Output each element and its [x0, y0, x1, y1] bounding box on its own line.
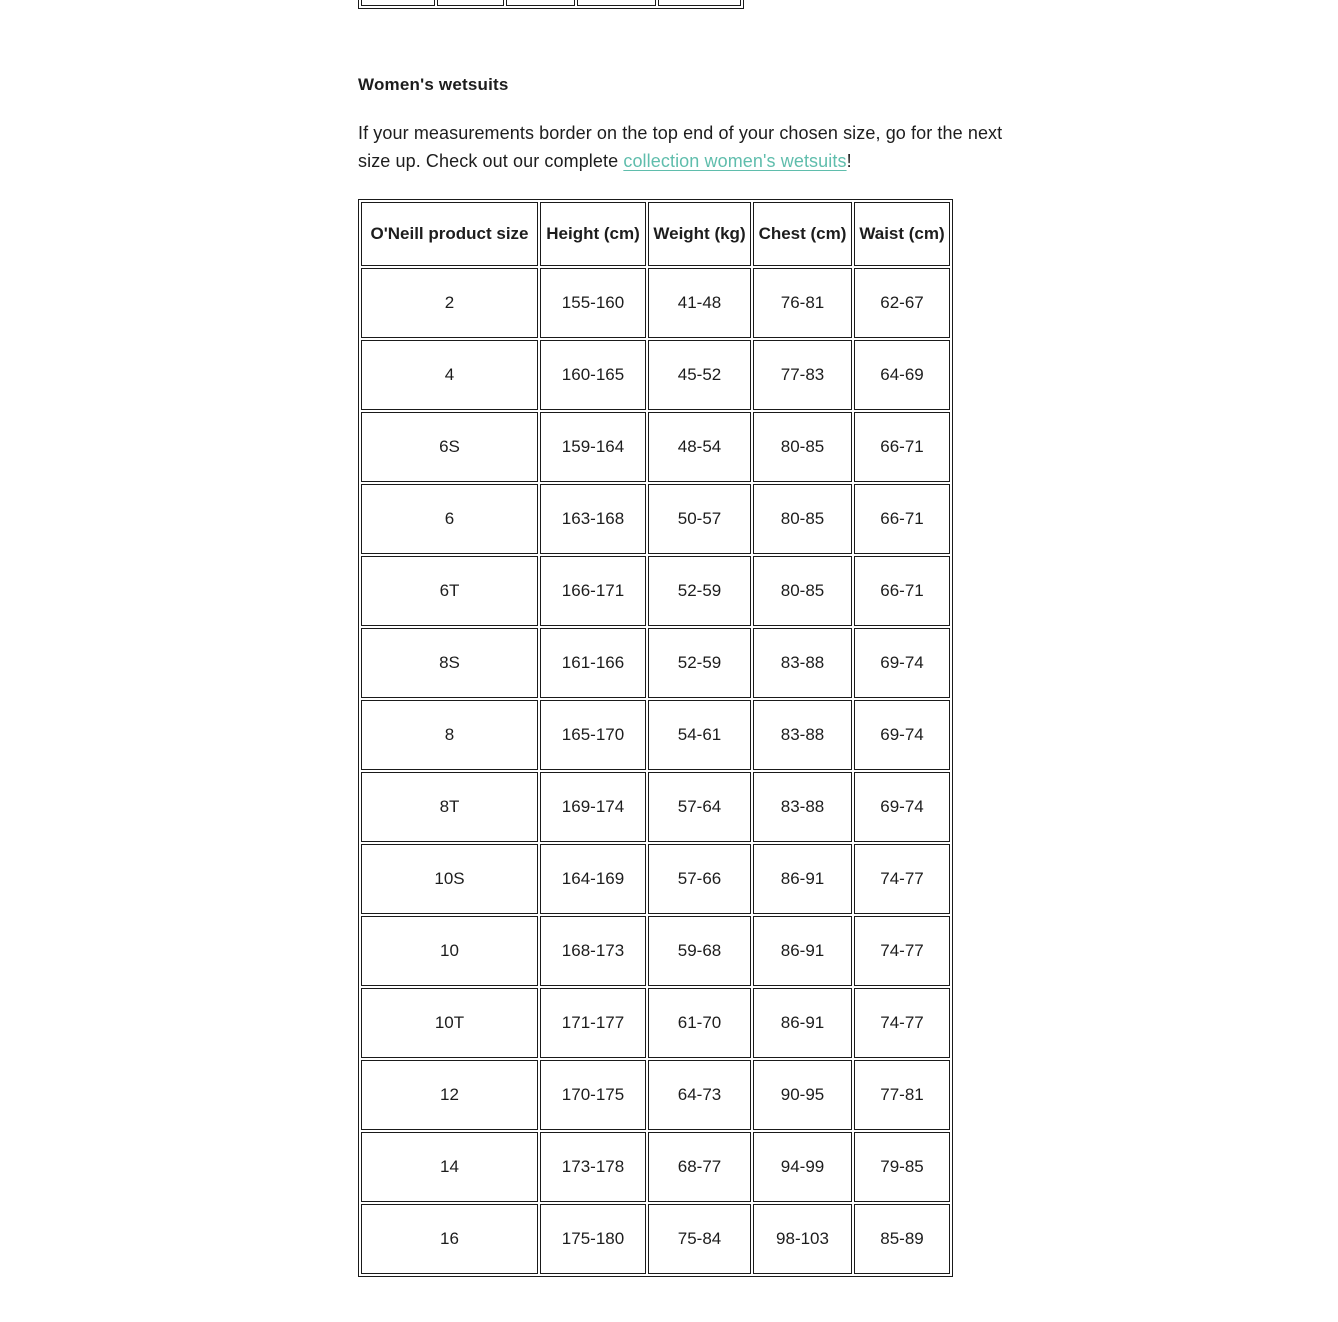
size-table-cell: 69-74	[854, 700, 950, 770]
size-table-row	[361, 268, 950, 338]
size-table-cell: 165-170	[540, 700, 646, 770]
size-table-cell: 64-69	[854, 340, 950, 410]
size-table-row	[361, 1060, 950, 1130]
size-table-cell: 10T	[361, 988, 538, 1058]
size-table-cell: 12	[361, 1060, 538, 1130]
size-table-row	[361, 484, 950, 554]
size-table-row	[361, 628, 950, 698]
size-table-cell: 98-103	[753, 1204, 852, 1274]
previous-table-cell	[506, 0, 575, 6]
size-table-cell: 164-169	[540, 844, 646, 914]
size-table-column-header: Weight (kg)	[648, 202, 751, 266]
size-table-cell: 54-61	[648, 700, 751, 770]
size-table-header-row	[361, 202, 950, 266]
size-table-cell: 62-67	[854, 268, 950, 338]
size-table-row	[361, 844, 950, 914]
size-table-cell: 4	[361, 340, 538, 410]
size-table-cell: 52-59	[648, 556, 751, 626]
womens-size-table	[358, 199, 953, 1277]
size-table-cell: 8S	[361, 628, 538, 698]
size-table-cell: 66-71	[854, 556, 950, 626]
womens-wetsuits-collection-link[interactable]: collection women's wetsuits	[623, 151, 847, 171]
intro-text-before-link: If your measurements border on the top end of your chosen size, go for the next size up. Check out our complete	[358, 123, 1003, 171]
size-table-cell: 2	[361, 268, 538, 338]
size-table-cell: 168-173	[540, 916, 646, 986]
size-table-column-header: Height (cm)	[540, 202, 646, 266]
size-table-row	[361, 1204, 950, 1274]
size-table-cell: 83-88	[753, 772, 852, 842]
size-table-cell: 161-166	[540, 628, 646, 698]
size-table-cell: 86-91	[753, 844, 852, 914]
size-table-cell: 155-160	[540, 268, 646, 338]
size-table-row	[361, 916, 950, 986]
size-table-cell: 160-165	[540, 340, 646, 410]
size-table-cell: 77-83	[753, 340, 852, 410]
size-table-cell: 173-178	[540, 1132, 646, 1202]
size-table-cell: 10S	[361, 844, 538, 914]
size-table-row	[361, 772, 950, 842]
size-table-cell: 75-84	[648, 1204, 751, 1274]
size-table-cell: 85-89	[854, 1204, 950, 1274]
size-table-row	[361, 340, 950, 410]
size-table-cell: 86-91	[753, 916, 852, 986]
previous-table-cell	[658, 0, 741, 6]
size-table-column-header: O'Neill product size	[361, 202, 538, 266]
size-table-cell: 74-77	[854, 916, 950, 986]
size-table-cell: 175-180	[540, 1204, 646, 1274]
previous-table-cell	[437, 0, 504, 6]
intro-paragraph	[358, 119, 1036, 175]
size-table-cell: 90-95	[753, 1060, 852, 1130]
size-table-row	[361, 988, 950, 1058]
size-table-row	[361, 556, 950, 626]
size-table-cell: 6T	[361, 556, 538, 626]
size-table-cell: 41-48	[648, 268, 751, 338]
previous-table-cell	[577, 0, 656, 6]
size-table-cell: 80-85	[753, 556, 852, 626]
size-table-row	[361, 700, 950, 770]
size-table-cell: 79-85	[854, 1132, 950, 1202]
size-table-cell: 74-77	[854, 988, 950, 1058]
size-table-cell: 6	[361, 484, 538, 554]
size-table-cell: 14	[361, 1132, 538, 1202]
size-table-cell: 45-52	[648, 340, 751, 410]
size-table-cell: 8T	[361, 772, 538, 842]
size-table-cell: 80-85	[753, 412, 852, 482]
size-table-cell: 166-171	[540, 556, 646, 626]
size-table-cell: 163-168	[540, 484, 646, 554]
intro-text-after-link: !	[846, 151, 852, 171]
size-table-cell: 159-164	[540, 412, 646, 482]
size-table-cell: 10	[361, 916, 538, 986]
size-table-cell: 66-71	[854, 412, 950, 482]
size-table-cell: 69-74	[854, 772, 950, 842]
section-heading-womens-wetsuits: Women's wetsuits	[358, 75, 509, 94]
size-table-cell: 74-77	[854, 844, 950, 914]
size-table-cell: 86-91	[753, 988, 852, 1058]
size-table-row	[361, 1132, 950, 1202]
size-table-cell: 68-77	[648, 1132, 751, 1202]
size-table-cell: 83-88	[753, 628, 852, 698]
size-table-cell: 66-71	[854, 484, 950, 554]
size-table-cell: 61-70	[648, 988, 751, 1058]
size-table-cell: 169-174	[540, 772, 646, 842]
size-table-cell: 57-66	[648, 844, 751, 914]
size-table-cell: 59-68	[648, 916, 751, 986]
size-table-cell: 52-59	[648, 628, 751, 698]
size-table-column-header: Chest (cm)	[753, 202, 852, 266]
previous-table-cell	[361, 0, 435, 6]
size-table-cell: 83-88	[753, 700, 852, 770]
size-table-cell: 94-99	[753, 1132, 852, 1202]
previous-table-fragment	[358, 0, 744, 9]
size-table-cell: 16	[361, 1204, 538, 1274]
size-table-cell: 64-73	[648, 1060, 751, 1130]
size-table-row	[361, 412, 950, 482]
size-table-cell: 76-81	[753, 268, 852, 338]
size-table-cell: 80-85	[753, 484, 852, 554]
size-table-cell: 6S	[361, 412, 538, 482]
size-table-cell: 57-64	[648, 772, 751, 842]
size-table-cell: 69-74	[854, 628, 950, 698]
size-table-cell: 8	[361, 700, 538, 770]
size-table-cell: 77-81	[854, 1060, 950, 1130]
previous-table-last-row	[361, 0, 741, 6]
size-table-cell: 50-57	[648, 484, 751, 554]
size-table-column-header: Waist (cm)	[854, 202, 950, 266]
size-table-cell: 170-175	[540, 1060, 646, 1130]
size-table-cell: 48-54	[648, 412, 751, 482]
previous-table-bottom-edge	[358, 0, 746, 9]
size-table-cell: 171-177	[540, 988, 646, 1058]
